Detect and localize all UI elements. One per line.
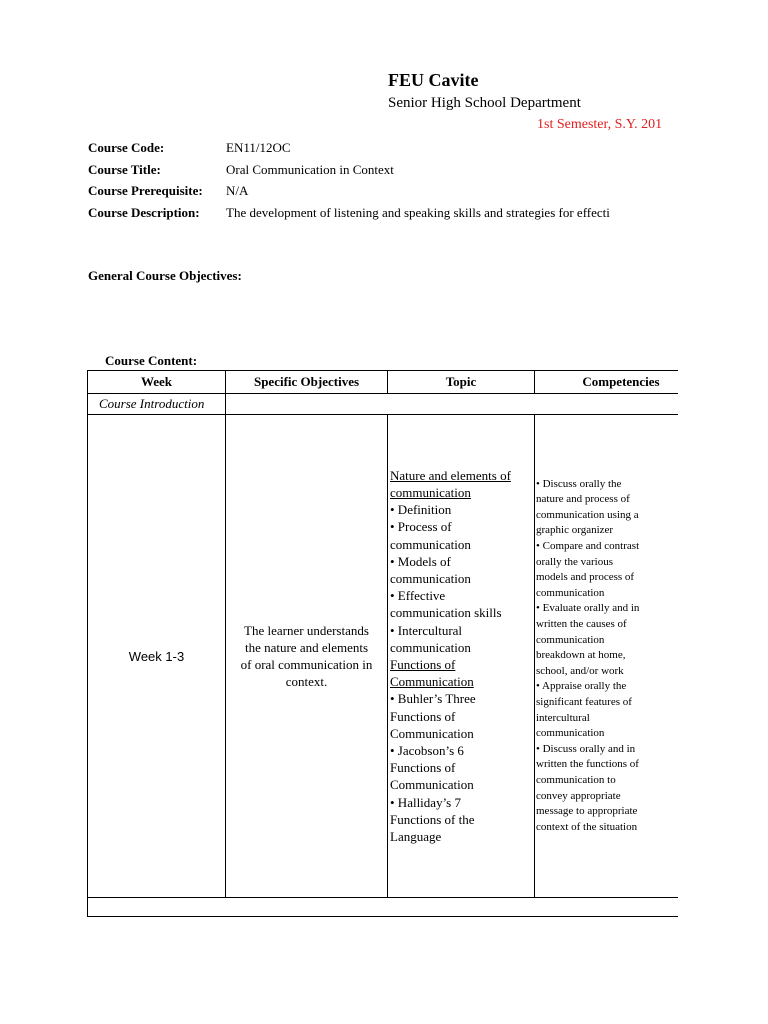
- competency-line: message to appropriate: [536, 805, 638, 818]
- objective-line: The learner understands: [244, 623, 369, 638]
- competency-line: graphic organizer: [536, 524, 614, 537]
- competency-line: communication: [536, 586, 605, 599]
- competency-line: convey appropriate: [536, 789, 621, 802]
- course-prerequisite-label: Course Prerequisite:: [88, 183, 203, 198]
- topic-line: Communication: [390, 777, 474, 793]
- topic-line: • Buhler’s Three: [390, 691, 476, 707]
- course-description-label: Course Description:: [88, 205, 200, 220]
- topic-line: communication: [390, 639, 471, 655]
- competency-line: intercultural: [536, 711, 590, 724]
- general-objectives-heading: General Course Objectives:: [88, 268, 242, 283]
- course-description-value: The development of listening and speaking skills and strategies for effecti: [226, 205, 610, 220]
- department-subtitle: Senior High School Department: [388, 95, 581, 111]
- topic-line: • Jacobson’s 6: [390, 743, 464, 759]
- competency-line: • Discuss orally the: [536, 477, 622, 490]
- competency-line: breakdown at home,: [536, 649, 626, 662]
- week-cell: Week 1-3: [88, 415, 226, 898]
- school-title: FEU Cavite: [388, 70, 479, 90]
- topic-line: Communication: [390, 674, 474, 690]
- objective-line: the nature and elements: [244, 640, 369, 655]
- competency-line: school, and/or work: [536, 664, 624, 677]
- objective-line: context.: [285, 674, 328, 689]
- course-code-value: EN11/12OC: [226, 140, 291, 155]
- table-row: [88, 415, 679, 898]
- topic-line: Nature and elements of: [390, 467, 511, 483]
- topic-line: Functions of the: [390, 811, 475, 827]
- competency-line: • Evaluate orally and in: [536, 602, 640, 615]
- competency-line: written the functions of: [536, 758, 639, 771]
- course-introduction-empty: [226, 394, 679, 415]
- competency-line: significant features of: [536, 695, 632, 708]
- course-code-label: Course Code:: [88, 140, 165, 155]
- topic-line: Communication: [390, 725, 474, 741]
- table-header-row: [88, 371, 679, 394]
- semester-label: 1st Semester, S.Y. 201: [537, 117, 663, 132]
- topic-line: communication: [390, 570, 471, 586]
- course-content-heading: Course Content:: [105, 353, 198, 368]
- competency-line: communication: [536, 633, 605, 646]
- competency-line: orally the various: [536, 555, 613, 568]
- topic-line: communication: [390, 484, 471, 500]
- header-specific-objectives: Specific Objectives: [226, 371, 388, 394]
- course-title-label: Course Title:: [88, 162, 161, 177]
- competency-line: nature and process of: [536, 493, 630, 506]
- objective-line: of oral communication in: [240, 657, 373, 672]
- competency-line: communication to: [536, 773, 616, 786]
- competency-line: written the causes of: [536, 618, 627, 631]
- topic-line: • Halliday’s 7: [390, 794, 461, 810]
- course-content-table: [87, 370, 678, 917]
- header-competencies: Competencies: [535, 371, 679, 394]
- topic-line: • Models of: [390, 553, 451, 569]
- competency-line: • Compare and contrast: [536, 540, 640, 553]
- objectives-cell: [226, 415, 388, 898]
- topic-line: • Effective: [390, 588, 446, 604]
- competency-line: communication: [536, 727, 605, 740]
- topic-line: Language: [390, 829, 442, 845]
- topic-line: • Intercultural: [390, 622, 463, 638]
- topic-line: • Definition: [390, 502, 452, 518]
- topic-line: Functions of: [390, 708, 456, 724]
- course-introduction-row: [88, 394, 679, 415]
- competencies-cell: [535, 415, 679, 898]
- header-week: Week: [88, 371, 226, 394]
- competency-line: context of the situation: [536, 820, 638, 833]
- topic-line: communication: [390, 536, 471, 552]
- competency-line: • Discuss orally and in: [536, 742, 636, 755]
- course-introduction-label: Course Introduction: [88, 394, 226, 415]
- topic-line: Functions of: [390, 760, 456, 776]
- topic-cell: [388, 415, 535, 898]
- topic-line: communication skills: [390, 605, 502, 621]
- course-title-value: Oral Communication in Context: [226, 162, 394, 177]
- empty-row: [88, 898, 679, 917]
- competency-line: communication using a: [536, 508, 639, 521]
- header-topic: Topic: [388, 371, 535, 394]
- topic-line: Functions of: [390, 657, 456, 672]
- course-prerequisite-value: N/A: [226, 183, 249, 198]
- empty-cell: [88, 898, 679, 917]
- topic-line: • Process of: [390, 519, 452, 535]
- competency-line: models and process of: [536, 571, 635, 584]
- competency-line: • Appraise orally the: [536, 680, 627, 693]
